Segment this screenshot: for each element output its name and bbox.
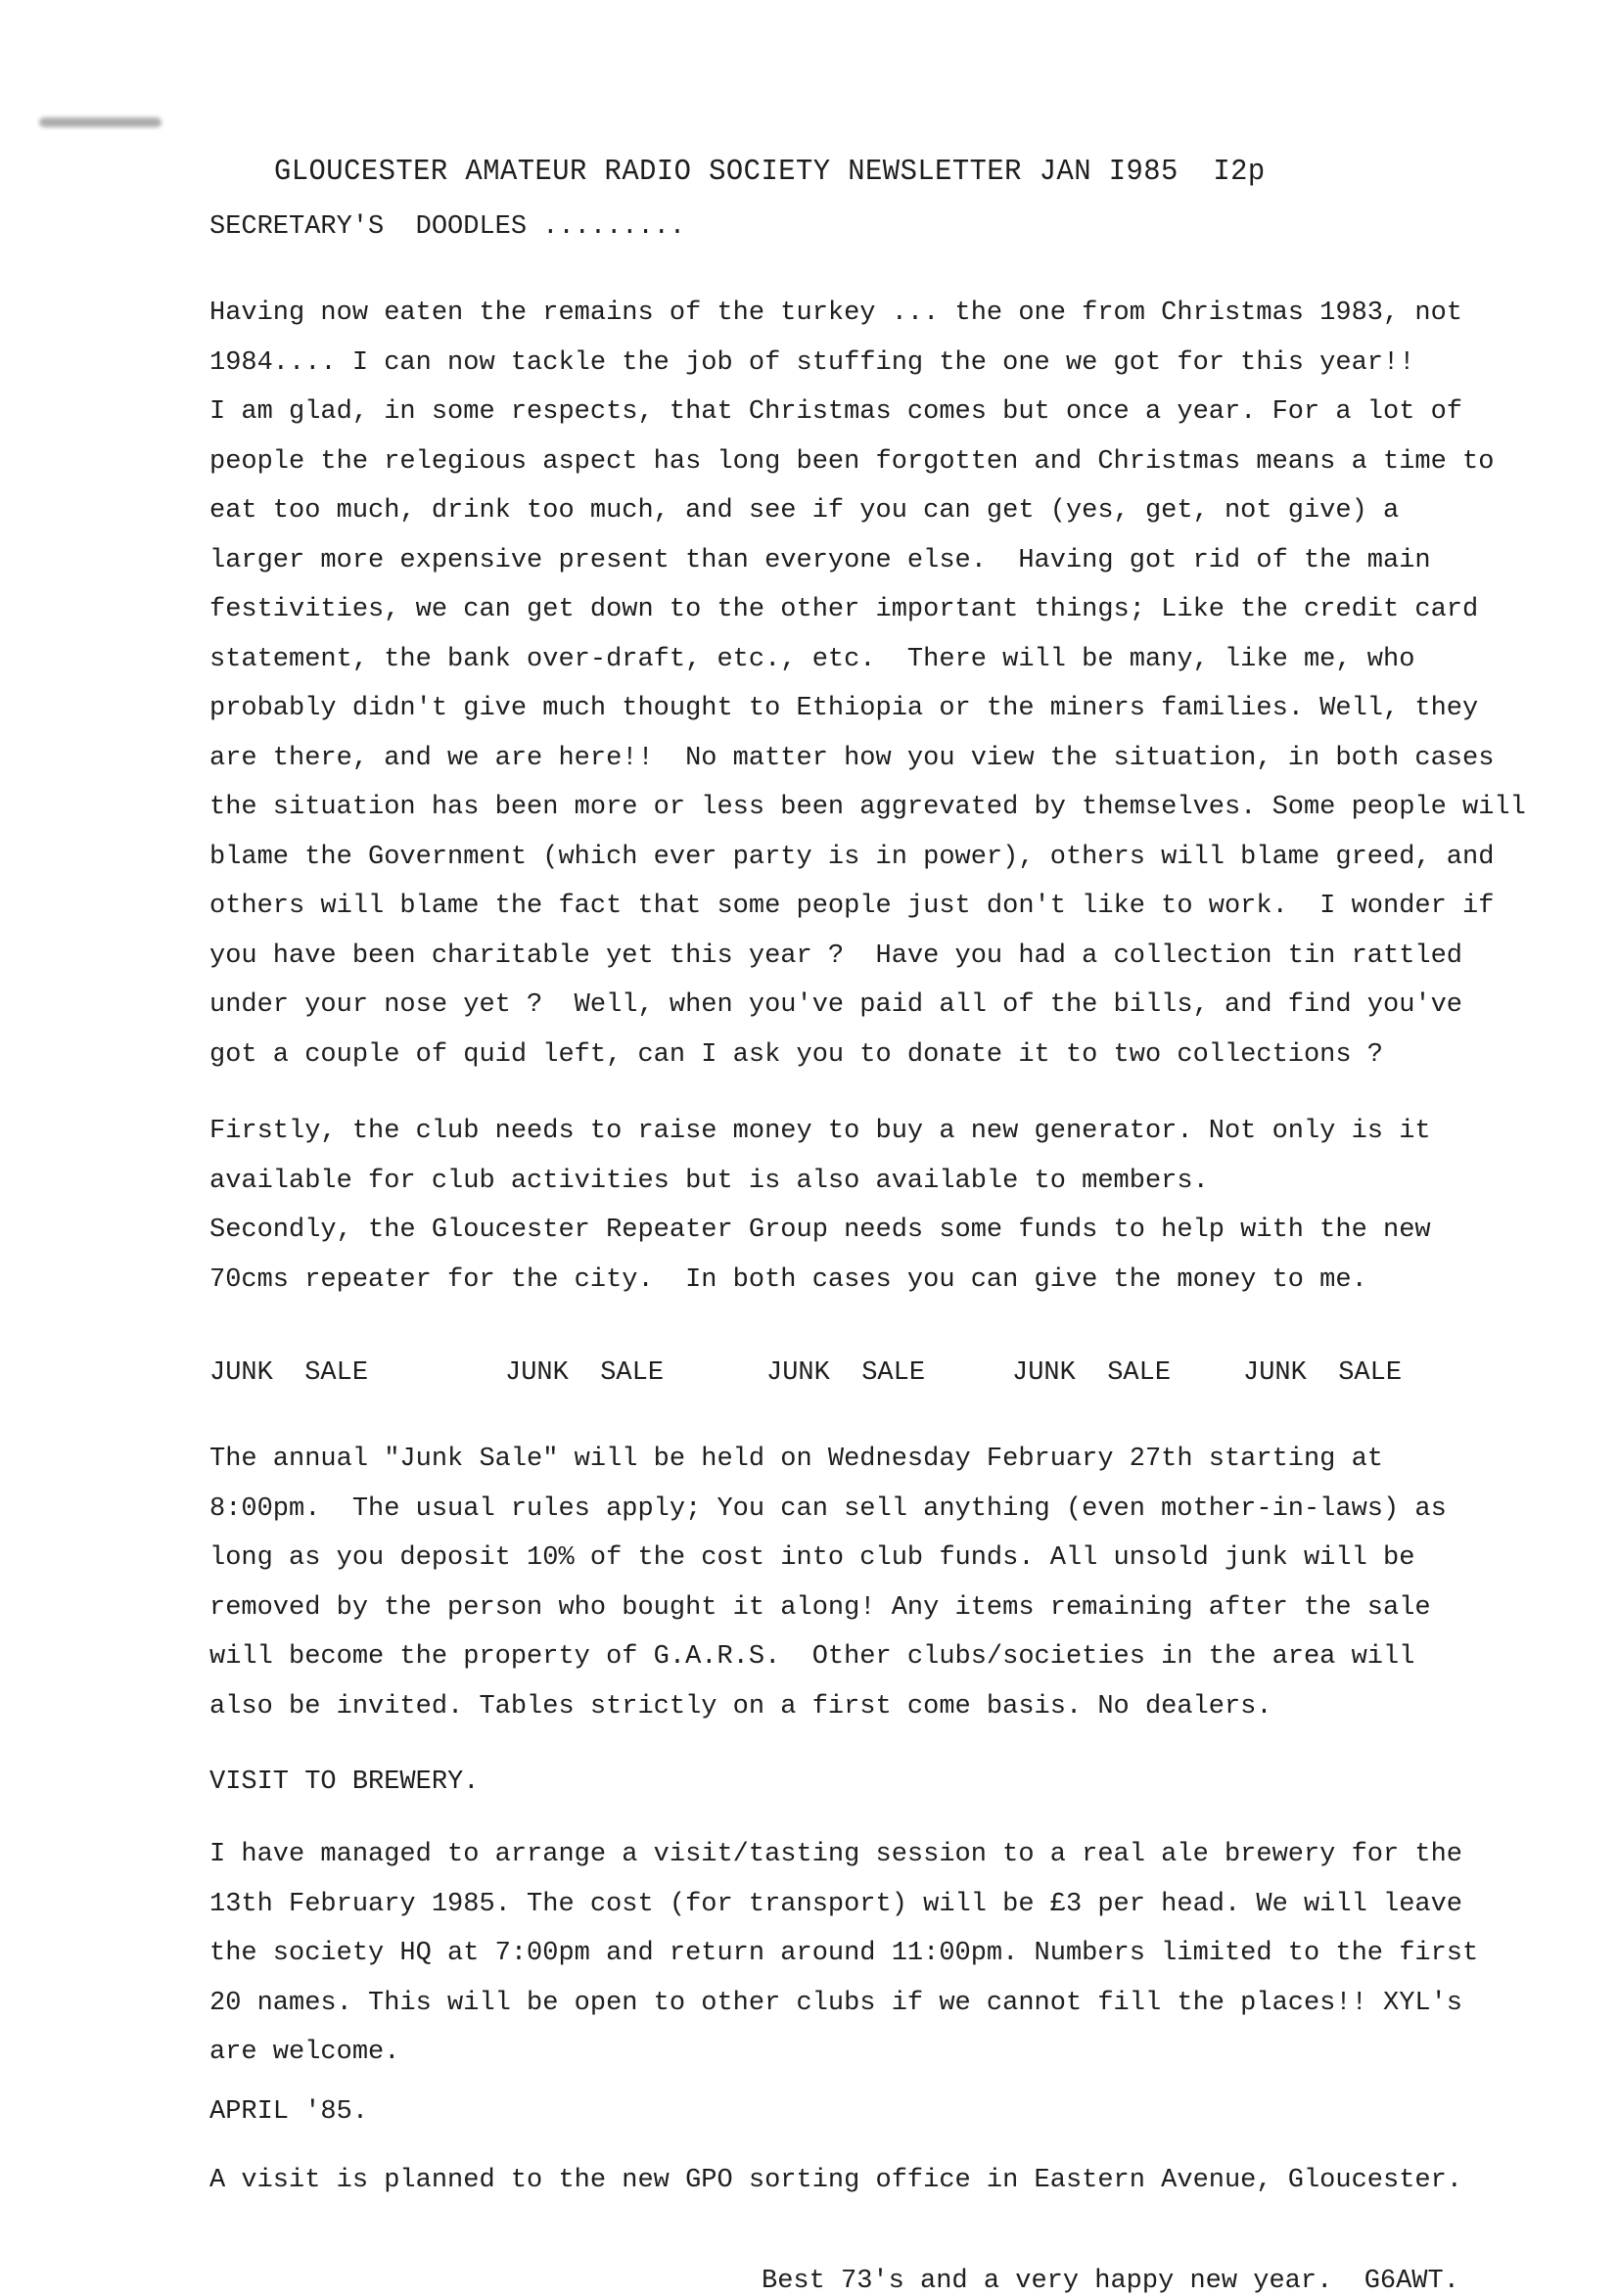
text-line: 20 names. This will be open to other clubs if we cannot fill the places!! XYL's [209,1988,1463,2018]
text-line: people the relegious aspect has long been forgotten and Christmas means a time to [209,446,1495,477]
paragraph-collections [209,1107,1431,1305]
paragraph-brewery [209,1830,1478,2078]
text-line: blame the Government (which ever party is in power), others will blame greed, and [209,842,1495,872]
text-line: you have been charitable yet this year ? Have you had a collection tin rattled [209,941,1463,971]
text-line: under your nose yet ? Well, when you've paid all of the bills, and find you've [209,990,1463,1020]
text-line: Having now eaten the remains of the turkey ... the one from Christmas 1983, not [209,298,1463,328]
text-line: the situation has been more or less been aggrevated by themselves. Some people will [209,793,1526,822]
april-heading: APRIL '85. [209,2097,369,2127]
signoff: Best 73's and a very happy new year. G6AWT. [762,2267,1459,2296]
paragraph-junk-sale [209,1435,1447,1731]
text-line: Firstly, the club needs to raise money to buy a new generator. Not only is it [209,1117,1431,1146]
text-line: got a couple of quid left, can I ask you to donate it to two collections ? [209,1039,1383,1070]
junk-sale-banner: JUNK SALE [1243,1358,1403,1388]
ink-smudge [39,117,162,127]
text-line: Secondly, the Gloucester Repeater Group needs some funds to help with the new [209,1216,1431,1245]
text-line: long as you deposit 10% of the cost into club funds. All unsold junk will be [209,1543,1415,1573]
text-line: probably didn't give much thought to Ethiopia or the miners families. Well, they [209,694,1479,723]
text-line: the society HQ at 7:00pm and return around 11:00pm. Numbers limited to the first [209,1939,1479,1968]
secretary-heading: SECRETARY'S DOODLES ......... [209,212,686,242]
text-line: 13th February 1985. The cost (for transport) will be £3 per head. We will leave [209,1889,1463,1919]
paragraph-intro [209,289,1526,1079]
junk-sale-banner: JUNK SALE [766,1358,926,1388]
text-line: available for club activities but is also available to members. [209,1166,1209,1196]
text-line: festivities, we can get down to the other important things; Like the credit card [209,595,1479,624]
text-line: others will blame the fact that some people just don't like to work. I wonder if [209,892,1495,921]
text-line: 8:00pm. The usual rules apply; You can sell anything (even mother-in-laws) as [209,1493,1447,1524]
junk-sale-banner: JUNK SALE [209,1358,369,1388]
visit-heading: VISIT TO BREWERY. [209,1768,480,1797]
text-line: are there, and we are here!! No matter how you view the situation, in both cases [209,743,1495,773]
text-line: eat too much, drink too much, and see if you can get (yes, get, not give) a [209,496,1400,526]
junk-sale-banner: JUNK SALE [1012,1358,1172,1388]
text-line: I am glad, in some respects, that Christmas comes but once a year. For a lot of [209,397,1463,427]
junk-sale-banner: JUNK SALE [505,1358,665,1388]
text-line: statement, the bank over-draft, etc., etc. There will be many, like me, who [209,644,1415,674]
text-line: 70cms repeater for the city. In both cases you can give the money to me. [209,1264,1367,1295]
text-line: The annual "Junk Sale" will be held on Wednesday February 27th starting at [209,1445,1383,1474]
text-line: I have managed to arrange a visit/tasting session to a real ale brewery for the [209,1840,1463,1869]
text-line: are welcome. [209,2038,400,2067]
text-line: also be invited. Tables strictly on a first come basis. No dealers. [209,1691,1272,1722]
text-line: 1984.... I can now tackle the job of stuffing the one we got for this year!! [209,347,1415,378]
paragraph-gpo-visit: A visit is planned to the new GPO sorting office in Eastern Avenue, Gloucester. [209,2166,1463,2195]
text-line: larger more expensive present than everyone else. Having got rid of the main [209,545,1431,575]
newsletter-title: GLOUCESTER AMATEUR RADIO SOCIETY NEWSLETTER JAN I985 I2p [274,155,1266,189]
text-line: removed by the person who bought it along! Any items remaining after the sale [209,1592,1431,1623]
text-line: will become the property of G.A.R.S. Other clubs/societies in the area will [209,1642,1415,1672]
